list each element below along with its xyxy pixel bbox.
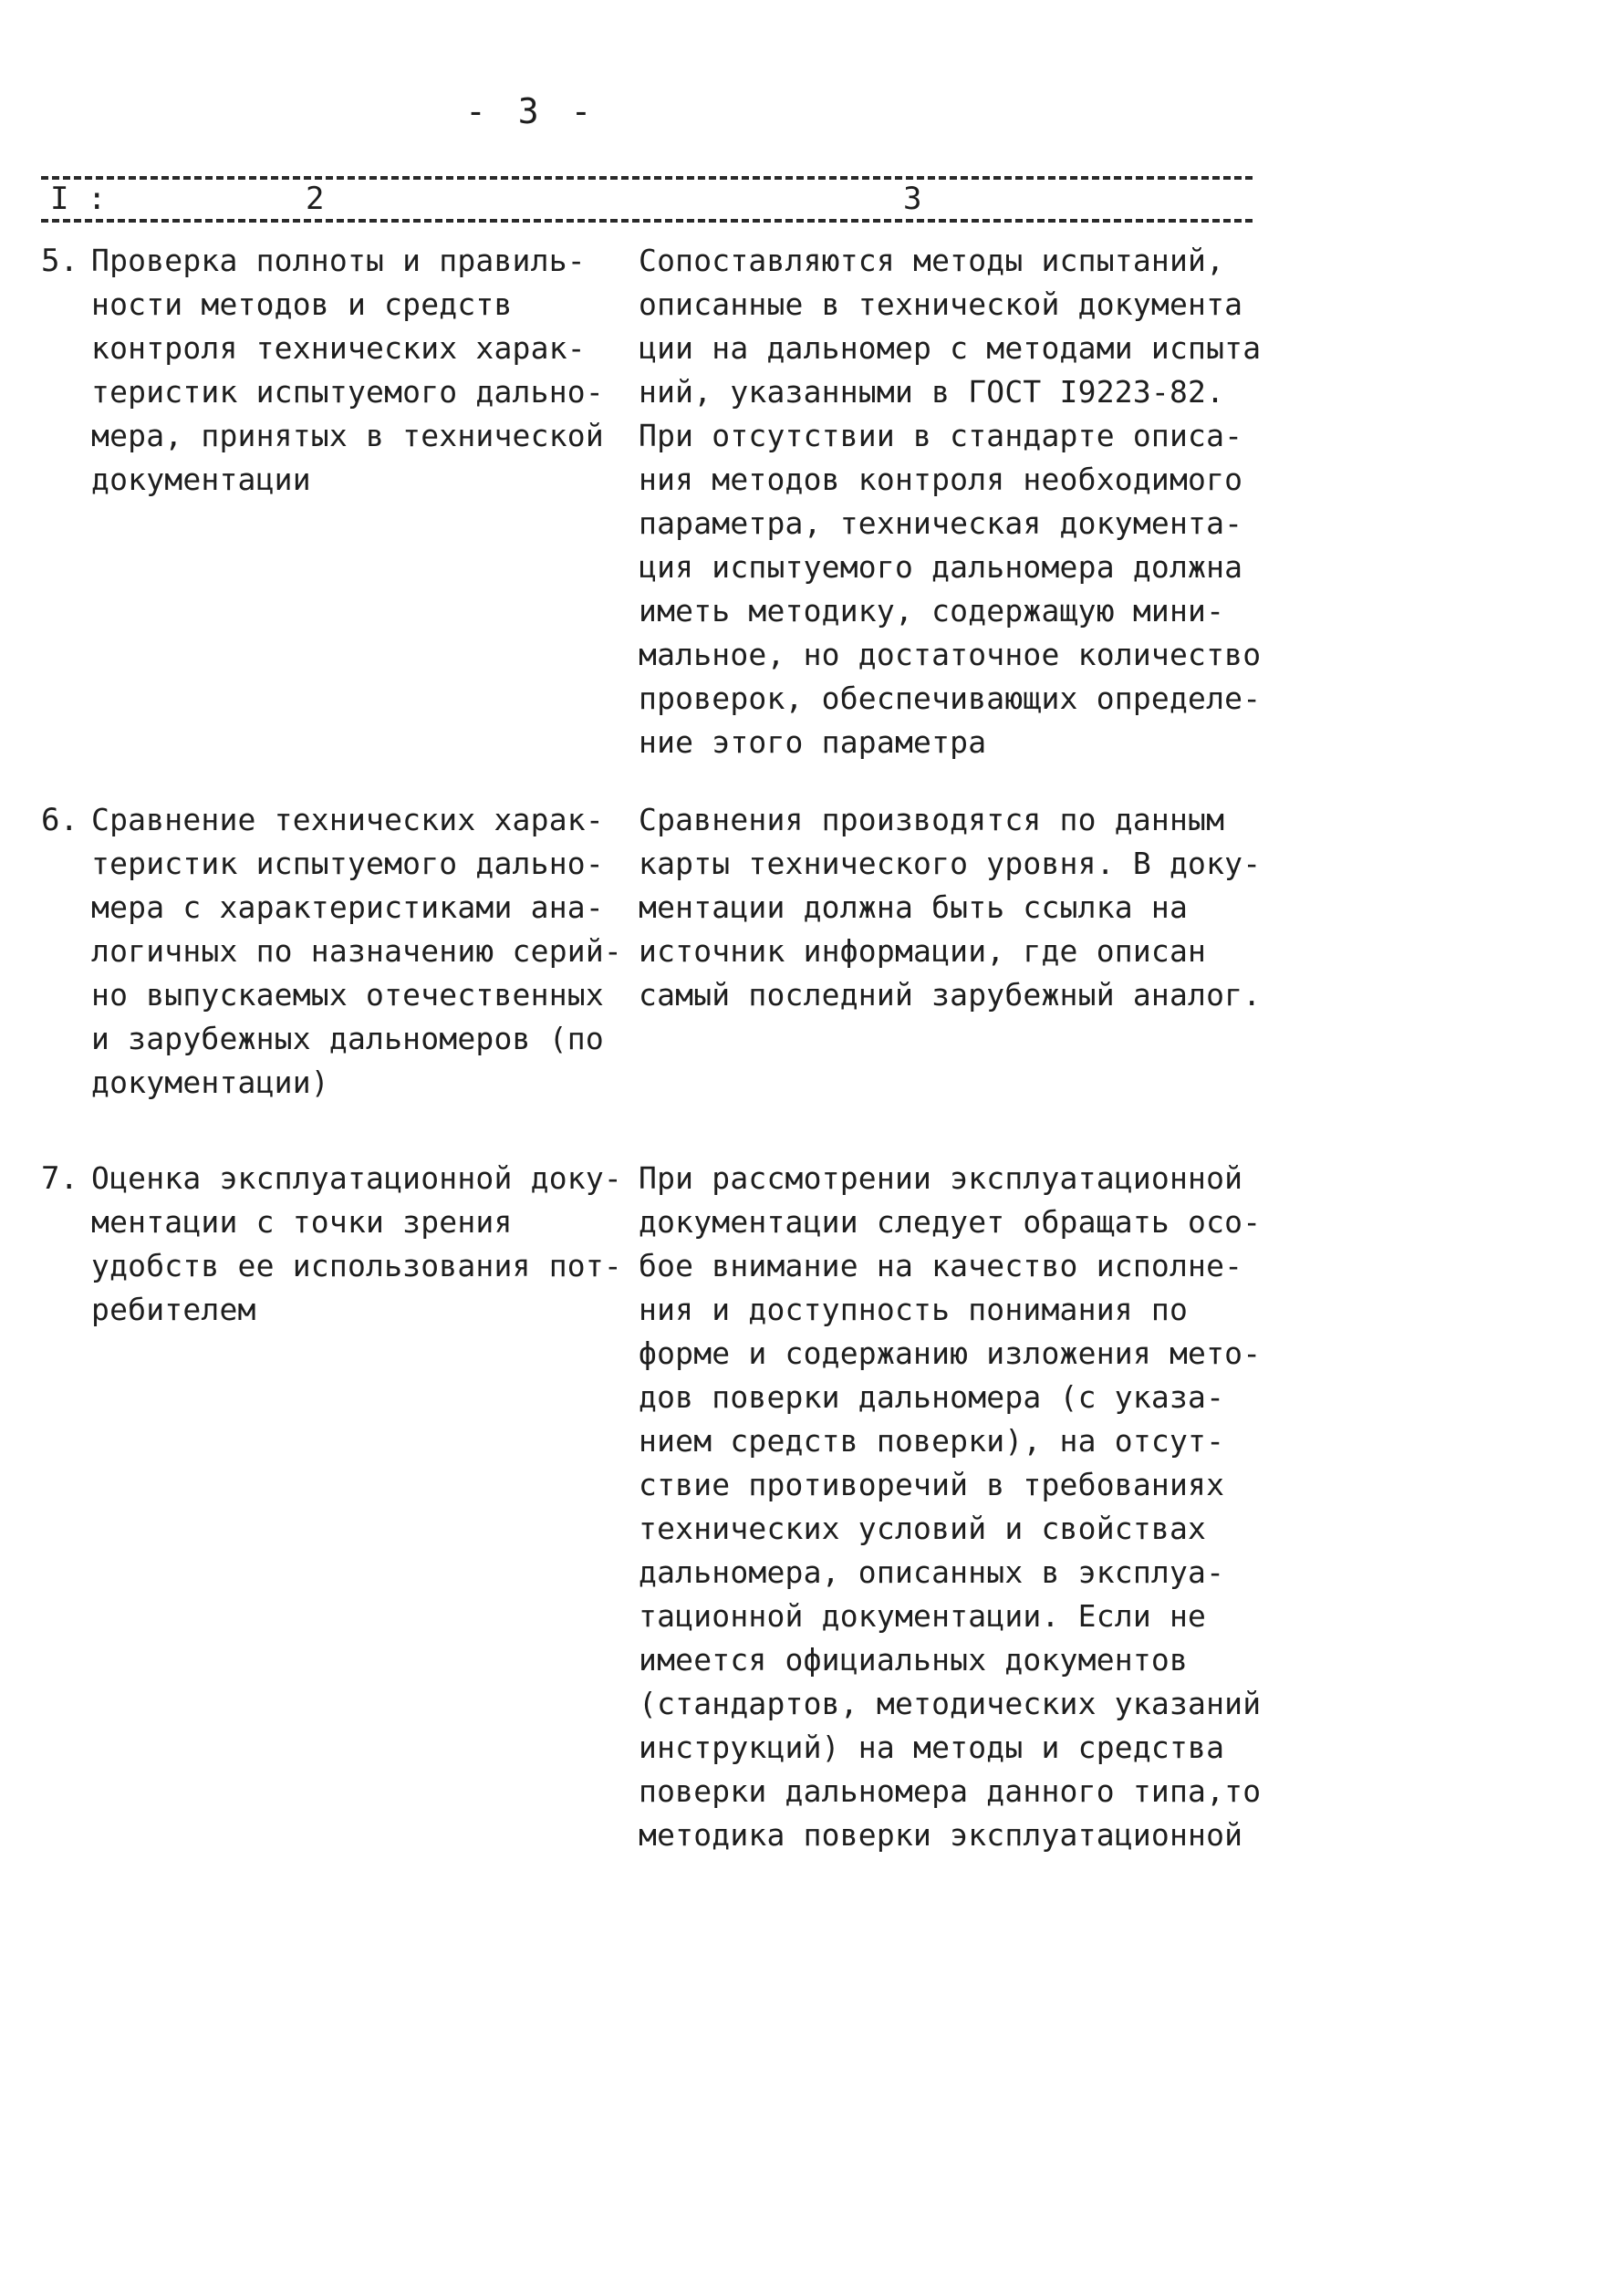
header-col-2: 2 bbox=[306, 181, 325, 217]
row-description: Сравнения производятся по данным карты технического уровня. В доку- ментации должна быть ссылка на источник информации, где описан самый последний зарубежный аналог. bbox=[639, 802, 1262, 1013]
row-criterion: Сравнение технических харак- теристик испытуемого дально- мера с характеристиками ана- логичных по назначению серий- но выпускаемых отечественных и зарубежных дальномеров (по документации) bbox=[91, 802, 622, 1100]
row-description: Сопоставляются методы испытаний, описанные в технической документа ции на дальномер с методами испыта ний, указанными в ГОСТ I9223-82. При отсутствии в стандарте описа- ния методов контроля необходимого параметра, техническая документа- ция испытуемого дальномера должна иметь методику, содержащую мини- мальное, но достаточное количество проверок, обеспечивающих определе- ние этого параметра bbox=[639, 243, 1262, 760]
table-top-rule bbox=[41, 176, 1253, 180]
row-criterion: Проверка полноты и правиль- ности методов и средств контроля технических харак- теристик испытуемого дально- мера, принятых в технической документации bbox=[91, 243, 604, 497]
page-number: - 3 - bbox=[465, 91, 598, 131]
header-col-3: 3 bbox=[903, 181, 922, 217]
header-col-1: I : bbox=[50, 181, 107, 217]
row-criterion: Оценка эксплуатационной доку- ментации с точки зрения удобств ее использования пот- ребителем bbox=[91, 1160, 622, 1327]
row-number: 5. bbox=[41, 243, 78, 279]
row-number: 7. bbox=[41, 1160, 78, 1197]
table-header-rule bbox=[41, 219, 1253, 223]
row-number: 6. bbox=[41, 802, 78, 838]
row-description: При рассмотрении эксплуатационной документации следует обращать осо- бое внимание на качество исполне- ния и доступность понимания по форме и содержанию изложения мето- дов поверки дальномера (с указа- нием средств поверки), на отсут- ствие противоречий в требованиях технических условий и свойствах дальномера, описанных в эксплуа- тационной документации. Если не имеется официальных документов (стандартов, методических указаний инструкций) на методы и средства поверки дальномера данного типа,то методика поверки эксплуатационной bbox=[639, 1160, 1262, 1853]
